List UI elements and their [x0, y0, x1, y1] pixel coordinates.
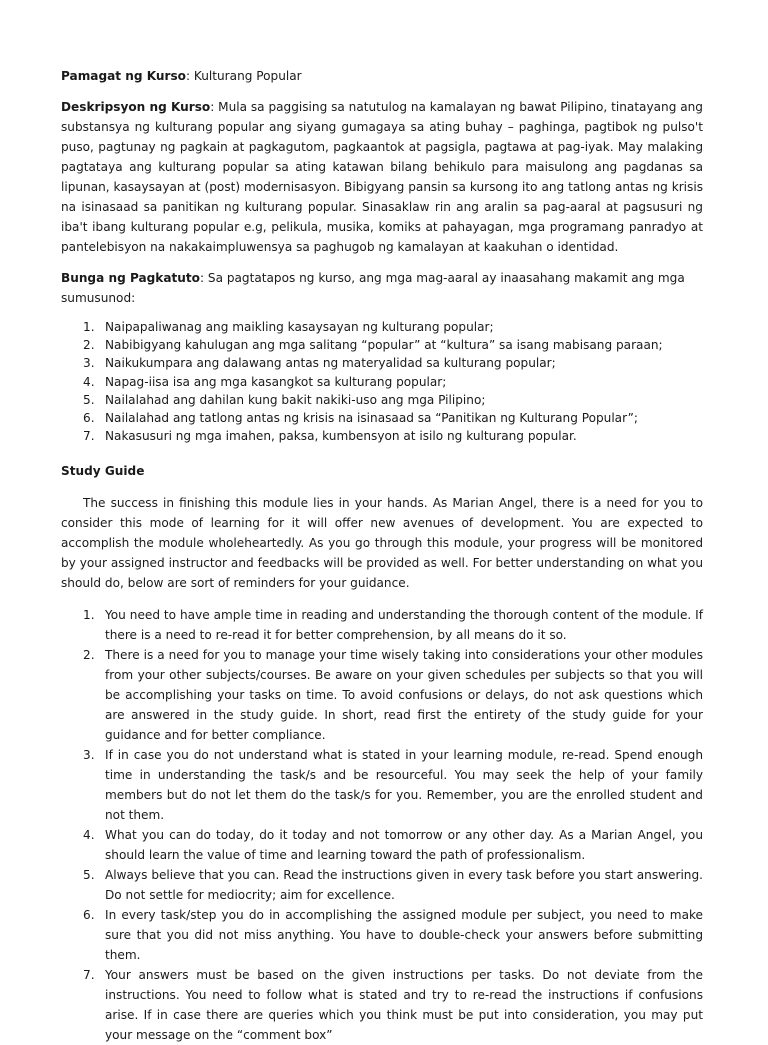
study-guide-heading [61, 461, 703, 481]
list-item [61, 409, 703, 427]
list-number: 2. [83, 338, 95, 353]
list-number: 1. [83, 608, 95, 623]
list-text: Naipapaliwanag ang maikling kasaysayan ng kulturang popular; [105, 320, 494, 334]
course-title-line: Pamagat ng Kurso: Kulturang Popular [61, 69, 302, 83]
list-number: 2. [83, 648, 95, 663]
list-item [61, 745, 703, 825]
list-text: Nailalahad ang tatlong antas ng krisis na isinasaad sa “Panitikan ng Kulturang Popular”; [105, 411, 638, 426]
study-guide-list [61, 605, 703, 1045]
learning-outcomes-list [61, 318, 703, 445]
list-text: In every task/step you do in accomplishing the assigned module per subject, you need to make sure that you did not miss anything. You have to double-check your answers before submitting them. [105, 908, 703, 963]
list-item [61, 336, 703, 354]
list-item [61, 318, 703, 336]
list-text: Nabibigyang kahulugan ang mga salitang “popular” at “kultura” sa isang mabisang paraan; [105, 338, 663, 353]
study-guide-heading-text: Study Guide [61, 464, 145, 479]
list-text: Naikukumpara ang dalawang antas ng materyalidad sa kulturang popular; [105, 356, 556, 371]
learning-outcomes-label: Bunga ng Pagkatuto [61, 271, 200, 285]
course-description-label: Deskripsyon ng Kurso [61, 100, 211, 114]
list-text: Always believe that you can. Read the instructions given in every task before you start answering. Do not settle for mediocrity; aim for excellence. [105, 868, 703, 903]
course-description: Deskripsyon ng Kurso: Mula sa paggising sa natutulog na kamalayan ng bawat Pilipino, tinatayang ang substansya ng kulturang popular ang siyang gumagaya sa ating buhay – paghinga, pagtibok ng pulso't puso, pagtunay ng pagkain at pagkagutom, pagkaantok at pagsigla, pagtawa at pag-iyak. May malaking pagtataya ang kulturang popular sa ating katawan bilang behikulo para maisulong ang pagdanas sa lipunan, kasaysayan at (post) modernisasyon. Bibigyang pansin sa kursong ito ang tatlong antas ng krisis na isinasaad sa panitikan ng kulturang popular. Sinasaklaw rin ang aralin sa pag-aaral at pagsusuri ng iba't ibang kulturang popular e.g, pelikula, musika, komiks at pahayagan, mga programang panradyo at pantelebisyon na nakakaimpluwensya sa paghugob ng kamalayan at kaakuhan o identidad. [61, 100, 703, 254]
list-number: 5. [83, 392, 95, 407]
list-number: 5. [83, 868, 95, 883]
list-text: If in case you do not understand what is stated in your learning module, re-read. Spend enough time in understanding the task/s and be resourceful. You may seek the help of your family members but do not let them do the task/s for you. Remember, you are the enrolled student and not them. [105, 748, 703, 823]
study-guide-intro: The success in finishing this module lies in your hands. As Marian Angel, there is a need for you to consider this mode of learning for it will offer new avenues of development. You are expected to accomplish the module wholeheartedly. As you go through this module, your progress will be monitored by your assigned instructor and feedbacks will be provided as well. For better understanding on what you should do, below are sort of reminders for your guidance. [61, 496, 703, 591]
list-number: 6. [83, 908, 95, 923]
list-item [61, 373, 703, 391]
document-page [61, 66, 703, 1045]
list-number: 6. [83, 411, 95, 426]
list-text: Your answers must be based on the given instructions per tasks. Do not deviate from the instructions. You need to follow what is stated and try to re-read the instructions if confusions arise. If in case there are queries which you think must be put into consideration, you may put your message on the “comment box” [105, 968, 703, 1043]
list-text: Nailalahad ang dahilan kung bakit nakiki-uso ang mga Pilipino; [105, 392, 486, 407]
list-number: 7. [83, 968, 95, 983]
list-item [61, 391, 703, 409]
learning-outcomes-intro: Bunga ng Pagkatuto: Sa pagtatapos ng kurso, ang mga mag-aaral ay inaasahang makamit ang mga sumusunod: [61, 271, 685, 305]
list-text: You need to have ample time in reading and understanding the thorough content of the module. If there is a need to re-read it for better comprehension, by all means do it so. [105, 608, 703, 643]
list-number: 3. [83, 356, 95, 371]
course-description-text: Mula sa paggising sa natutulog na kamalayan ng bawat Pilipino, tinatayang ang substansya ng kulturang popular ang siyang gumagaya sa ating buhay – paghinga, pagtibok ng pulso't puso, pagtunay ng pagkain at pagkagutom, pagkaantok at pagsigla, pagtawa at pag-iyak. May malaking pagtataya ang kulturang popular sa ating katawan bilang behikulo para maisulong ang pagdanas sa lipunan, kasaysayan at (post) modernisasyon. Bibigyang pansin sa kursong ito ang tatlong antas ng krisis na isinasaad sa panitikan ng kulturang popular. Sinasaklaw rin ang aralin sa pag-aaral at pagsusuri ng iba't ibang kulturang popular e.g, pelikula, musika, komiks at pahayagan, mga programang panradyo at pantelebisyon na nakakaimpluwensya sa paghugob ng kamalayan at kaakuhan o identidad. [61, 100, 703, 254]
list-number: 7. [83, 429, 95, 444]
course-title-label: Pamagat ng Kurso [61, 69, 186, 83]
list-item [61, 865, 703, 905]
list-number: 3. [83, 748, 95, 763]
course-title-value: Kulturang Popular [193, 69, 302, 83]
learning-outcomes-intro-text: Sa pagtatapos ng kurso, ang mga mag-aaral ay inaasahang makamit ang mga sumusunod: [61, 271, 685, 305]
list-number: 1. [83, 320, 95, 334]
list-text: Nakasusuri ng mga imahen, paksa, kumbensyon at isilo ng kulturang popular. [105, 429, 577, 444]
list-item [61, 645, 703, 745]
list-item [61, 825, 703, 865]
list-item [61, 905, 703, 965]
list-text: Napag-iisa isa ang mga kasangkot sa kulturang popular; [105, 374, 447, 389]
list-item [61, 354, 703, 372]
list-number: 4. [83, 828, 95, 843]
list-text: There is a need for you to manage your time wisely taking into considerations your other modules from your other subjects/courses. Be aware on your given schedules per subjects so that you will be accomplishing your tasks on time. To avoid confusions or delays, do not ask questions which are answered in the study guide. In short, read first the entirety of the study guide for your guidance and for better compliance. [105, 648, 703, 743]
list-item [61, 427, 703, 445]
list-item [61, 965, 703, 1045]
list-item [61, 605, 703, 645]
list-number: 4. [83, 374, 95, 389]
list-text: What you can do today, do it today and not tomorrow or any other day. As a Marian Angel, you should learn the value of time and learning toward the path of professionalism. [105, 828, 703, 863]
